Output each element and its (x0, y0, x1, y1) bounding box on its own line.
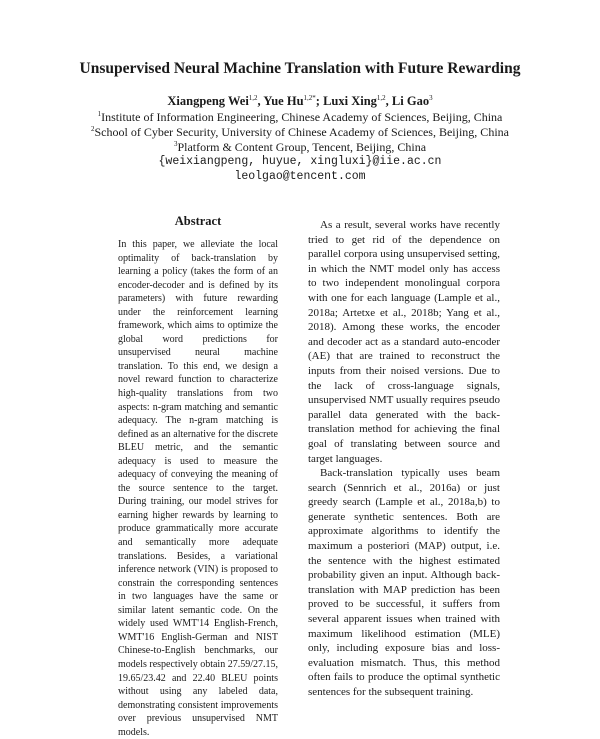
affil-mark: 3 (173, 140, 178, 148)
intro-column (308, 218, 500, 700)
author-name: Li Gao (391, 94, 430, 108)
affil-text: Platform & Content Group, Tencent, Beijing, China (177, 140, 427, 154)
affiliation (0, 110, 600, 125)
author-affil-mark: 3 (429, 94, 433, 102)
body-paragraph: As a result, several works have recently tried to get rid of the dependence on parallel corpora using unsupervised setting, in which the NMT model only has access to two independent monolingual corpora with one for each language (Lample et al., 2018a; Artetxe et al., 2018b; Yang et al., 2018). Among these works, the encoder and decoder act as a standard auto-encoder (AE) that are trained to reconstruct the inputs from their noised versions. Due to the lack of cross-language signals, unsupervised NMT usually requires pseudo parallel data generated with the back-translation method for achieving the final goal of translating between source and target languages. (308, 219, 500, 465)
affil-text: Institute of Information Engineering, Chinese Academy of Sciences, Beijing, China (101, 110, 503, 124)
author-list (0, 94, 600, 109)
author-separator: , (385, 94, 392, 108)
email-line: leolgao@tencent.com (234, 170, 366, 183)
affil-mark: 2 (91, 125, 95, 133)
body-paragraph: Back-translation typically uses beam search (Sennrich et al., 2016a) or just greedy search (Lample et al., 2018a,b) to generate synthetic sentences. Both are approximate algorithms to identify the maximum a posteriori (MAP) output, i.e. the sentence with the highest estimated probability given an input. Although back-translation with MAP prediction has been proved to be successful, it suffers from several apparent issues when trained with maximum likelihood estimation (MLE) only, including exposure bias and loss-evaluation mismatch. Thus, this method often fails to produce the optimal synthetic sentences for the subsequent training. (308, 467, 500, 698)
author-affil-mark: 1,2 (248, 94, 258, 102)
author-name: Xiangpeng Wei (167, 94, 249, 108)
abstract-heading: Abstract (174, 214, 222, 228)
author-name: Luxi Xing (323, 94, 377, 108)
author-separator: , (257, 94, 264, 108)
email-line: {weixiangpeng, huyue, xingluxi}@iie.ac.cn (158, 155, 442, 168)
affiliation (0, 125, 600, 140)
paper-title: Unsupervised Neural Machine Translation with Future Rewarding (79, 60, 521, 77)
affil-mark: 1 (97, 110, 102, 118)
affiliation (0, 140, 600, 155)
author-name: Yue Hu (263, 94, 304, 108)
author-affil-mark: 1,2 (376, 94, 386, 102)
author-separator: ; (315, 94, 324, 108)
affil-text: School of Cyber Security, University of Chinese Academy of Sciences, Beijing, China (94, 125, 509, 139)
abstract-body: In this paper, we alleviate the local optimality of back-translation by learning a policy (takes the form of an encoder-decoder and is defined by its parameters) with future rewarding under the reinforcement learning framework, which aims to optimize the global word predictions for unsupervised neural machine translation. To this end, we design a novel reward function to characterize high-quality translations from two aspects: n-gram matching and semantic adequacy. The n-gram matching is defined as an alternative for the discrete BLEU metric, and the semantic adequacy is used to measure the adequacy of conveying the meaning of the source sentence to the target. During training, our model strives for earning higher rewards by learning to produce grammatically more accurate and semantically more adequate translations. Besides, a variational inference network (VIN) is proposed to constrain the corresponding sentences in two languages have the same or similar latent semantic code. On the widely used WMT'14 English-French, WMT'16 English-German and NIST Chinese-to-English benchmarks, our models respectively obtain 27.59/27.15, 19.65/23.42 and 22.40 BLEU points without using any labeled data, demonstrating consistent improvements over previous unsupervised NMT models. (118, 239, 278, 738)
author-affil-mark: 1,2* (303, 94, 316, 102)
